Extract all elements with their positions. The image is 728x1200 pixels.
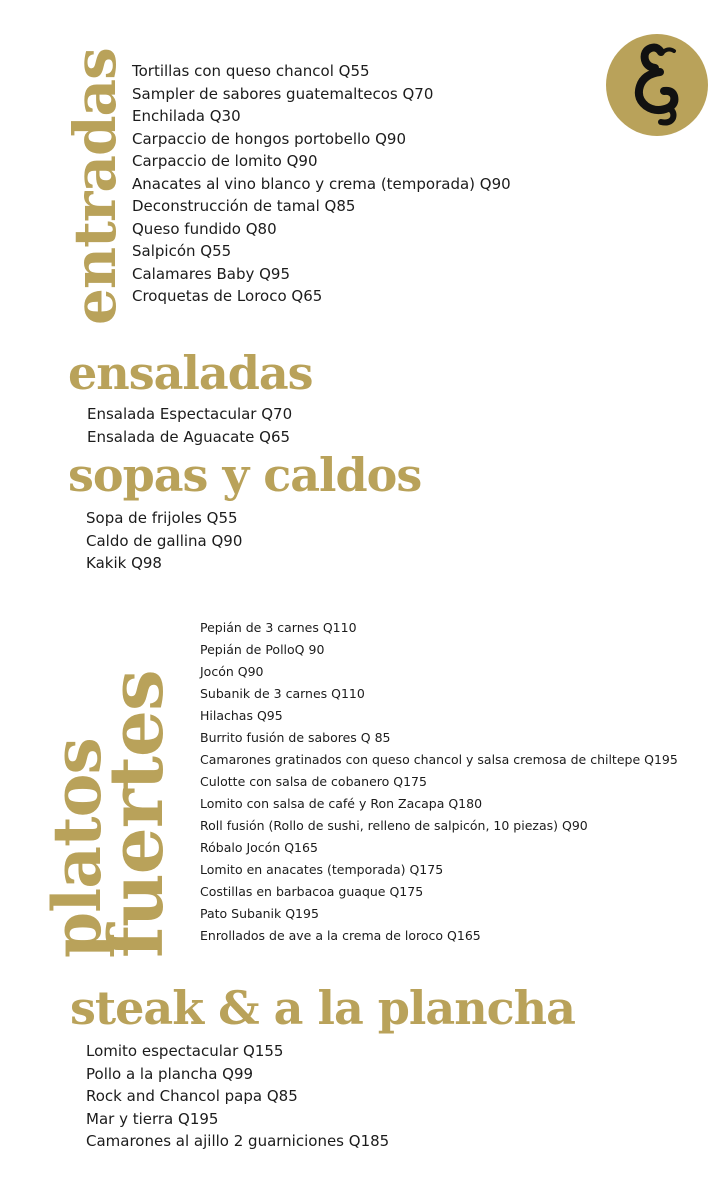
menu-item: Camarones gratinados con queso chancol y salsa cremosa de chiltepe Q195 xyxy=(200,752,678,767)
g-monogram-icon xyxy=(606,34,708,136)
section-title-ensaladas: ensaladas xyxy=(68,346,313,400)
menu-item: Ensalada de Aguacate Q65 xyxy=(87,427,291,446)
menu-item: Pollo a la plancha Q99 xyxy=(86,1064,254,1083)
menu-item: Croquetas de Loroco Q65 xyxy=(132,287,323,305)
entradas-list xyxy=(132,60,511,308)
section-title-platos: platos xyxy=(38,738,116,958)
menu-item: Salpicón Q55 xyxy=(132,242,232,260)
menu-item: Queso fundido Q80 xyxy=(132,219,277,238)
menu-item: Roll fusión (Rollo de sushi, relleno de salpicón, 10 piezas) Q90 xyxy=(200,818,588,833)
menu-item: Sopa de frijoles Q55 xyxy=(86,509,238,527)
menu-item: Burrito fusión de sabores Q 85 xyxy=(200,730,391,745)
menu-item: Jocón Q90 xyxy=(200,664,264,679)
menu-item: Pato Subanik Q195 xyxy=(200,906,319,921)
menu-item: Anacates al vino blanco y crema (temporada) Q90 xyxy=(132,174,511,193)
menu-item: Hilachas Q95 xyxy=(200,708,283,723)
menu-item: Carpaccio de lomito Q90 xyxy=(132,152,318,170)
section-title-steak: steak & a la plancha xyxy=(70,981,575,1035)
menu-item: Lomito en anacates (temporada) Q175 xyxy=(200,862,444,877)
menu-item: Rock and Chancol papa Q85 xyxy=(86,1087,298,1105)
menu-item: Enchilada Q30 xyxy=(132,107,241,125)
section-title-entradas: entradas xyxy=(61,48,129,325)
menu-item: Tortillas con queso chancol Q55 xyxy=(132,62,370,80)
menu-item: Caldo de gallina Q90 xyxy=(86,531,243,550)
menu-item: Lomito espectacular Q155 xyxy=(86,1042,284,1060)
menu-item: Pepián de PolloQ 90 xyxy=(200,642,325,657)
menu-item: Kakik Q98 xyxy=(86,554,162,572)
section-title-fuertes: fuertes xyxy=(94,670,180,958)
menu-item: Subanik de 3 carnes Q110 xyxy=(200,686,365,701)
menu-item: Culotte con salsa de cobanero Q175 xyxy=(200,774,427,789)
menu-item: Pepián de 3 carnes Q110 xyxy=(200,620,357,635)
menu-item: Lomito con salsa de café y Ron Zacapa Q180 xyxy=(200,796,483,811)
menu-item: Ensalada Espectacular Q70 xyxy=(87,405,293,423)
menu-item: Mar y tierra Q195 xyxy=(86,1109,219,1128)
section-title-sopas: sopas y caldos xyxy=(68,448,422,502)
menu-item: Calamares Baby Q95 xyxy=(132,264,291,283)
menu-item: Deconstrucción de tamal Q85 xyxy=(132,197,356,215)
menu-item: Róbalo Jocón Q165 xyxy=(200,840,318,855)
platos-list xyxy=(200,617,678,947)
sopas-list xyxy=(86,507,242,575)
menu-item: Camarones al ajillo 2 guarniciones Q185 xyxy=(86,1132,390,1150)
menu-item: Carpaccio de hongos portobello Q90 xyxy=(132,129,406,148)
ensaladas-list xyxy=(87,403,292,448)
menu-item: Sampler de sabores guatemaltecos Q70 xyxy=(132,84,434,103)
menu-item: Costillas en barbacoa guaque Q175 xyxy=(200,884,424,899)
menu-item: Enrollados de ave a la crema de loroco Q165 xyxy=(200,928,481,943)
brand-logo xyxy=(606,34,708,136)
steak-list xyxy=(86,1040,389,1153)
